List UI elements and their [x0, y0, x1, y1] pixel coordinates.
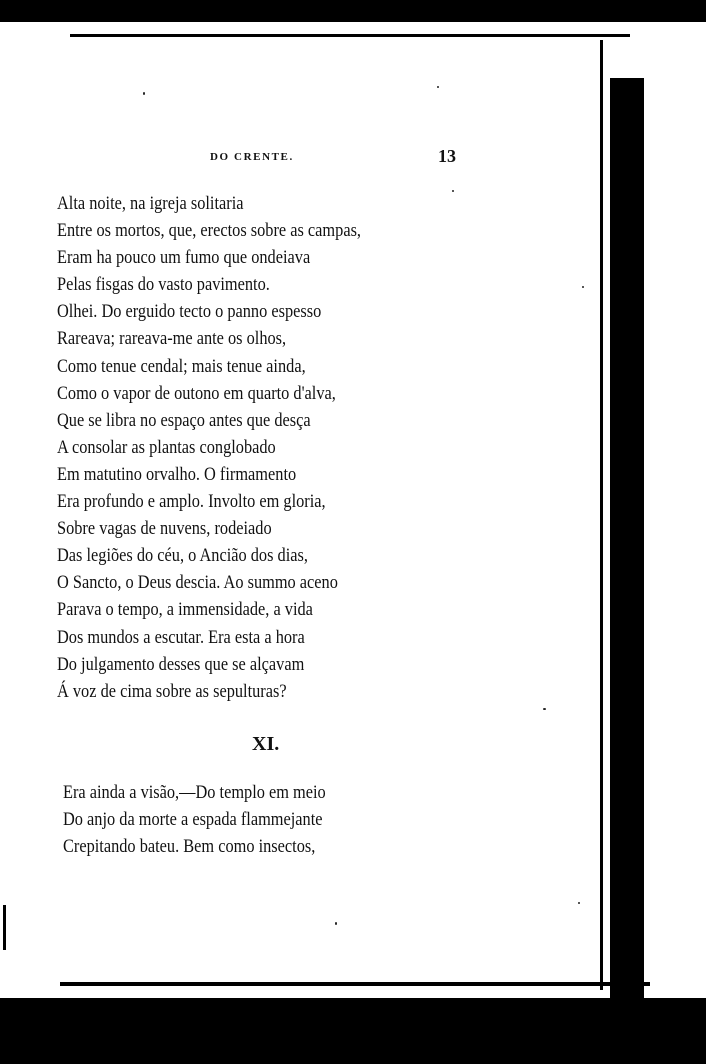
- verse-line: Como tenue cendal; mais tenue ainda,: [57, 355, 306, 377]
- page-number: 13: [438, 146, 456, 166]
- verse-line: A consolar as plantas conglobado: [57, 436, 276, 458]
- verse-line: Era profundo e amplo. Involto em gloria,: [57, 491, 326, 513]
- scan-left-mark: [3, 905, 6, 950]
- scan-border-top: [0, 0, 706, 22]
- verse-line: Era ainda a visão,—Do templo em meio: [63, 782, 326, 803]
- verse-line: Sobre vagas de nuvens, rodeiado: [57, 518, 272, 540]
- verse-stanza-1: [57, 190, 477, 705]
- verse-line: Olhei. Do erguido tecto o panno espesso: [57, 301, 322, 323]
- scan-rule-bottom: [60, 982, 650, 986]
- verse-line: Á voz de cima sobre as sepulturas?: [57, 680, 287, 702]
- verse-line: Que se libra no espaço antes que desça: [57, 409, 311, 431]
- section-heading: XI.: [252, 733, 280, 755]
- verse-line: Pelas fisgas do vasto pavimento.: [57, 274, 270, 296]
- scan-rule-top: [70, 34, 630, 37]
- verse-line: Das legiões do céu, o Ancião dos dias,: [57, 545, 308, 567]
- verse-line: Parava o tempo, a immensidade, a vida: [57, 599, 313, 621]
- verse-line: O Sancto, o Deus descia. Ao summo aceno: [57, 572, 338, 594]
- verse-line: Como o vapor de outono em quarto d'alva,: [57, 382, 336, 404]
- running-head: DO CRENTE.: [210, 151, 294, 163]
- scan-margin-right: [644, 22, 706, 998]
- verse-line: Dos mundos a escutar. Era esta a hora: [57, 626, 305, 648]
- verse-line: Entre os mortos, que, erectos sobre as campas,: [57, 220, 362, 242]
- verse-stanza-2: [63, 779, 483, 860]
- scan-border-right: [610, 78, 644, 998]
- verse-line: Do julgamento desses que se alçavam: [57, 653, 305, 675]
- verse-line: Crepitando bateu. Bem como insectos,: [63, 836, 316, 858]
- verse-line: Eram ha pouco um fumo que ondeiava: [57, 247, 311, 269]
- verse-line: Em matutino orvalho. O firmamento: [57, 463, 297, 485]
- verse-line: Alta noite, na igreja solitaria: [57, 193, 244, 214]
- scan-border-bottom: [0, 998, 706, 1064]
- verse-line: Do anjo da morte a espada flammejante: [63, 809, 323, 831]
- verse-line: Rareava; rareava-me ante os olhos,: [57, 328, 287, 350]
